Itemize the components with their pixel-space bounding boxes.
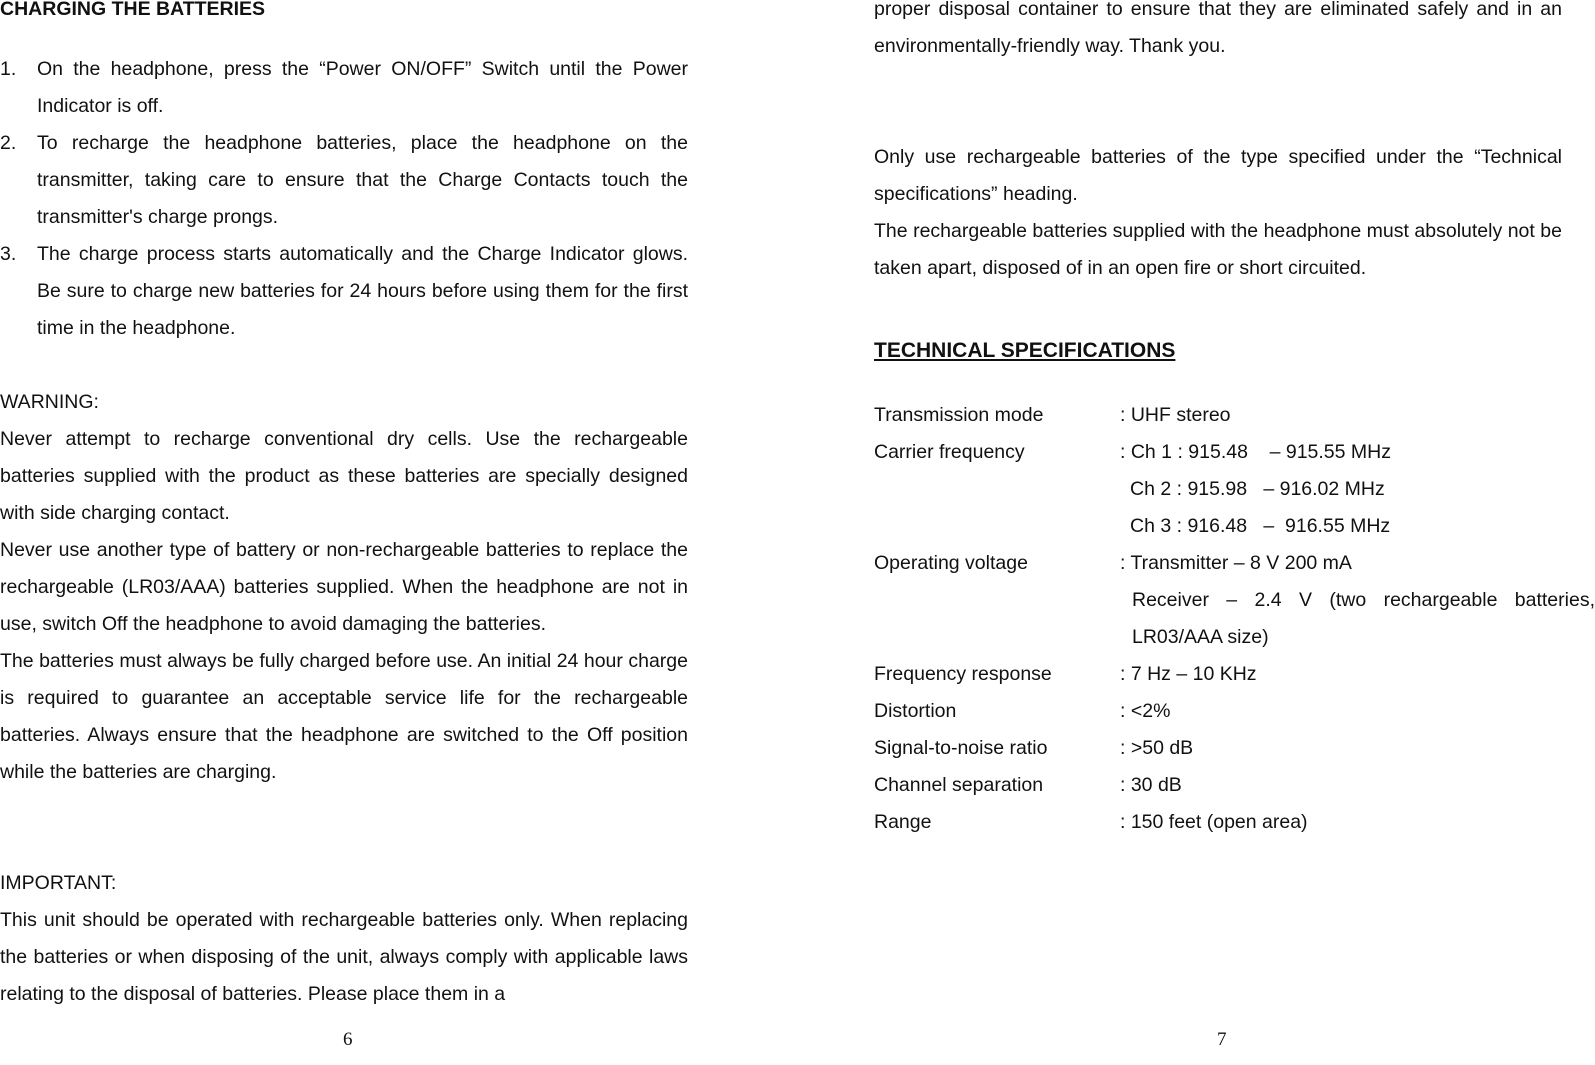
spec-row-transmission <box>874 397 1595 434</box>
page-number-left: 6 <box>343 1029 353 1050</box>
spec-row-separation <box>874 767 1595 804</box>
spec-value: : 150 feet (open area) <box>1120 811 1308 833</box>
spec-label: Transmission mode <box>874 404 1044 426</box>
battery-warning-note: The rechargeable batteries supplied with the headphone must absolutely not be taken apart, disposed of in an open fire or short circuited. <box>874 220 1562 279</box>
page-number-right: 7 <box>1217 1029 1227 1050</box>
spec-label: Frequency response <box>874 663 1052 685</box>
spec-label: Signal-to-noise ratio <box>874 737 1048 759</box>
list-item <box>0 236 688 347</box>
important-title: IMPORTANT: <box>0 872 117 894</box>
spec-row-voltage <box>874 545 1595 656</box>
spec-row-snr <box>874 730 1595 767</box>
carrier-ch2: Ch 2 : 915.98 – 916.02 MHz <box>1130 478 1385 500</box>
spec-row-frequency <box>874 656 1595 693</box>
step-text: The charge process starts automatically and the Charge Indicator glows. Be sure to charge new batteries for 24 hours before using them for the first time in the headphone. <box>37 243 688 339</box>
spec-value <box>1120 545 1595 656</box>
list-item <box>0 125 688 236</box>
step-number: 2. <box>0 132 17 154</box>
important-text: This unit should be operated with rechargeable batteries only. When replacing the batteries or when disposing of the unit, always comply with applicable laws relating to the disposal of batteries. Please place them in a <box>0 909 688 1005</box>
spec-value: : UHF stereo <box>1120 404 1231 426</box>
spec-row-distortion <box>874 693 1595 730</box>
step-text: To recharge the headphone batteries, place the headphone on the transmitter, taking care to ensure that the Charge Contacts touch the transmitter's charge prongs. <box>37 132 688 228</box>
spec-row-carrier <box>874 434 1595 545</box>
list-item <box>0 51 688 125</box>
warning-paragraph: Never use another type of battery or non-rechargeable batteries to replace the rechargeable (LR03/AAA) batteries supplied. When the headphone are not in use, switch Off the headphone to avoid damaging the batteries. <box>0 539 688 635</box>
voltage-transmitter: : Transmitter – 8 V 200 mA <box>1120 552 1352 574</box>
spec-label: Operating voltage <box>874 552 1028 574</box>
carrier-ch3: Ch 3 : 916.48 – 916.55 MHz <box>1130 515 1391 537</box>
right-page <box>874 0 1595 1065</box>
spec-value: : >50 dB <box>1120 737 1194 759</box>
warning-paragraph: Never attempt to recharge conventional dry cells. Use the rechargeable batteries supplied with the product as these batteries are specially designed with side charging contact. <box>0 428 688 524</box>
charging-steps <box>0 51 688 347</box>
charging-heading: CHARGING THE BATTERIES <box>0 0 266 20</box>
carrier-ch1: : Ch 1 : 915.48 – 915.55 MHz <box>1120 441 1391 463</box>
spec-list <box>874 397 1595 841</box>
spec-row-range <box>874 804 1595 841</box>
spec-value: : 30 dB <box>1120 774 1182 796</box>
battery-note: Only use rechargeable batteries of the type specified under the “Technical specifications” heading. <box>874 146 1562 205</box>
spec-value: : <2% <box>1120 700 1171 722</box>
spec-label: Range <box>874 811 932 833</box>
step-text: On the headphone, press the “Power ON/OFF” Switch until the Power Indicator is off. <box>37 58 688 117</box>
step-number: 3. <box>0 243 17 265</box>
warning-title: WARNING: <box>0 391 99 413</box>
left-page <box>0 0 688 1065</box>
spec-label: Distortion <box>874 700 957 722</box>
continuation-text: proper disposal container to ensure that they are eliminated safely and in an environmentally-friendly way. Thank you. <box>874 0 1562 57</box>
spec-value <box>1120 434 1595 545</box>
step-number: 1. <box>0 58 17 80</box>
tech-spec-heading: TECHNICAL SPECIFICATIONS <box>874 339 1176 362</box>
spec-label: Carrier frequency <box>874 441 1025 463</box>
warning-paragraph: The batteries must always be fully charged before use. An initial 24 hour charge is required to guarantee an acceptable service life for the rechargeable batteries. Always ensure that the headphone are switched to the Off position while the batteries are charging. <box>0 650 688 783</box>
spec-value: : 7 Hz – 10 KHz <box>1120 663 1257 685</box>
spec-label: Channel separation <box>874 774 1044 796</box>
voltage-receiver: Receiver – 2.4 V (two rechargeable batteries, LR03/AAA size) <box>1132 589 1595 648</box>
